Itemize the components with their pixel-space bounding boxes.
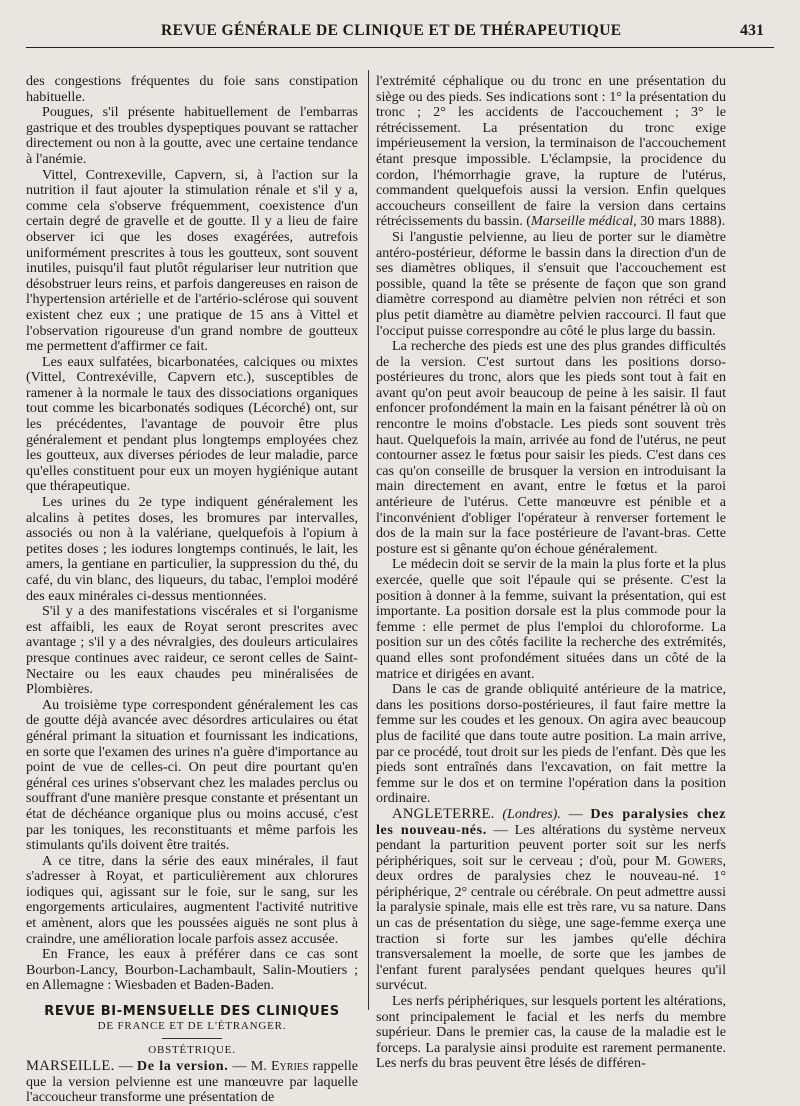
paragraph: Les nerfs périphériques, sur lesquels portent les altérations, sont principalement le facial et les nerfs du membre supérieur. Dans le premier cas, la cause de la maladie est le forceps. La paralysie ainsi produite est rarement permanente. Les nerfs du bras peuvent être lésés de différen-: [376, 993, 726, 1072]
paragraph: Pougues, s'il présente habituellement de l'embarras gastrique et des troubles dyspeptiques pouvant se rattacher directement ou non à la goutte, avec une certaine tendance à l'anémie.: [26, 104, 358, 167]
paragraph: Le médecin doit se servir de la main la plus forte et la plus exercée, quelle que soit l'épaule qui se présente. C'est la position à donner à la femme, suivant la présentation, qui est importante. La position dorsale est la plus commode pour la femme : elle permet de plus l'emploi du chloroforme. La position sur un des côtés facilite la recherche des extrémités, quand elles sont profondément situées dans un côté de la matrice et dirigées en avant.: [376, 556, 726, 682]
paragraph: Vittel, Contrexeville, Capvern, si, à l'action sur la nutrition il faut ajouter la stimulation rénale et s'il y a, comme cela s'observe fréquemment, coexistence d'un certain degré de gravelle et de goutte. Il y a lieu de faire observer ici que les doses exagérées, autrefois uniformément prescrites à tous les goutteux, sont souvent inutiles, puisqu'il faut plutôt régulariser leur nutrition que désobstruer leurs reins, et parfois dangereuses en raison de l'hypertension artérielle et de l'artério-sclérose qui souvent existent chez eux ; une pratique de 15 ans à Vittel et l'observation rigoureuse d'un grand nombre de goutteux me permettent d'affirmer ce fait.: [26, 166, 358, 355]
paragraph-text: — Les altérations du système nerveux pendant la parturition peuvent porter soit sur les nerfs périphériques, soit sur le cerveau ; d'où, pour M.: [376, 821, 726, 869]
paragraph: Au troisième type correspondent généralement les cas de goutte déjà avancée avec désordres articulaires ou état général primant la situation et fournissant les indications, en sorte que l'examen des urines n'a guère d'importance au point de vue de celles-ci. On peut dire pourtant qu'en général ces urines s'observant chez les malades perclus ou souffrant d'une manière presque constante et présentant un état de déchéance organique plus ou moins accusé, c'est par les toniques, les reconstituants et même parfois les stimulants qu'ils doivent être traités.: [26, 696, 358, 854]
running-title: REVUE GÉNÉRALE DE CLINIQUE ET DE THÉRAPEUTIQUE: [161, 22, 622, 39]
place-name: (Londres).: [502, 805, 561, 822]
citation: Marseille médical: [531, 213, 634, 230]
right-column: [376, 74, 726, 1072]
city-heading: MARSEILLE.: [26, 1058, 115, 1075]
paragraph: S'il y a des manifestations viscérales et si l'organisme est affaibli, les eaux de Royat seront prescrites avec avantage ; s'il y a des névralgies, des douleurs articulaires presque continues avec raideur, ce seront celles de Saint-Nectaire ou les eaux chaudes peu minéralisées de Plombières.: [26, 603, 358, 698]
dash: —: [114, 1058, 137, 1075]
article-title: Des paralysies chez les nouveau-nés.: [376, 805, 726, 838]
column-divider: [368, 70, 369, 1010]
article-start: [376, 807, 726, 994]
paragraph-text: l'extrémité céphalique ou du tronc en une présentation du siège ou des pieds. Ses indications sont : 1° la présentation du tronc ; 2° les accidents de l'accouchement ; 3° le rétrécissement. La présentation du tronc exige impérieusement la version, la terminaison de l'accouchement étant presque impossible. L'éclampsie, la procidence du cordon, l'hémorrhagie grave, la rupture de l'utérus, commandent quelquefois aussi la version. Enfin quelques accoucheurs conseillent de faire la version dans certains rétrécissements du bassin. (: [376, 73, 726, 230]
paragraph: En France, les eaux à préférer dans ce cas sont Bourbon-Lancy, Bourbon-Lachambault, Salin-Moutiers ; en Allemagne : Wiesbaden et Baden-Baden.: [26, 946, 358, 994]
paragraph-text: rappelle que la version pelvienne est une manœuvre par laquelle l'accoucheur transforme une présentation de: [26, 1058, 358, 1106]
dash: —: [560, 805, 591, 822]
article-start: [26, 1059, 358, 1106]
article-title: De la version.: [136, 1058, 229, 1075]
paragraph: La recherche des pieds est une des plus grandes difficultés de la version. C'est surtout dans les positions dorso-postérieures du tronc, alors que les pieds sont tout à fait en avant qu'on peut avoir beaucoup de peine à les saisir. Il faut enfoncer profondément la main en la faisant pénétrer là où on rencontre le moins d'obstacle. Les pieds sont souvent très haut. Quelquefois la main, arrivée au fond de l'utérus, ne peut contourner assez le fœtus pour saisir les pieds. C'est dans ces cas qu'on conseille de brusquer la version en introduisant la main directement en avant, entre le fœtus et la paroi antérieure de l'utérus. Cette manœuvre est pénible et a l'inconvénient d'obliger l'opérateur à renverser fortement le dos de la main sur la face postérieure de l'avant-bras. Cette posture est si gênante qu'on échoue généralement.: [376, 338, 726, 557]
author-name: Eyries: [270, 1058, 309, 1075]
section-heading: OBSTÉTRIQUE.: [148, 1044, 236, 1057]
paragraph-text: , 30 mars 1888).: [633, 213, 726, 230]
paragraph: Les urines du 2e type indiquent généralement les alcalins à petites doses, les bromures par intervalles, associés ou non à la valériane, quelquefois à l'opium à petites doses ; les iodures longtemps continués, le lait, les amers, la gentiane en particulier, la suppression du thé, du café, du vin blanc, des liqueurs, du tabac, l'emploi modéré des eaux minérales ci-dessus mentionnées.: [26, 494, 358, 604]
rubric-title: REVUE BI-MENSUELLE DES CLINIQUES: [44, 1004, 340, 1020]
paragraph: [376, 74, 726, 230]
page-number: 431: [740, 22, 764, 39]
rubric-subtitle: DE FRANCE ET DE L'ÉTRANGER.: [97, 1020, 287, 1033]
paragraph: Les eaux sulfatées, bicarbonatées, calciques ou mixtes (Vittel, Contrexéville, Capvern etc.), susceptibles de ramener à la normale le taux des dissociations organiques tout comme les bicarbonatés sodiques (Lécorché) ont, sur les précédentes, l'avantage de pouvoir être plus généralement et pendant plus longtemps employées chez les goutteux, aux diverses périodes de leur maladie, parce qu'elles constituent pour eux un moyen hygiénique autant que thérapeutique.: [26, 353, 358, 495]
header-rule: [26, 47, 774, 48]
rubric-rule: [162, 1038, 222, 1039]
paragraph: Dans le cas de grande obliquité antérieure de la matrice, dans les positions dorso-postérieures, il faut faire mettre la femme sur les coudes et les genoux. On agira avec beaucoup plus de facilité que dans toute autre position. La main arrive, par ce procédé, tout droit sur les pieds de l'enfant. Dès que les pieds sont entraînés dans l'excavation, on fait mettre la femme sur le dos et on termine l'opération dans la position ordinaire.: [376, 681, 726, 807]
paragraph: des congestions fréquentes du foie sans constipation habituelle.: [26, 73, 358, 105]
paragraph: A ce titre, dans la série des eaux minérales, il faut s'adresser à Royat, et particulièrement aux chlorures iodiques qui, agissant sur le foie, sur le sang, sur les engorgements articulaires, augmentent l'activité nutritive et amènent, alors que les poussées aiguës ne sont plus à craindre, une amélioration locale parfois assez accusée.: [26, 852, 358, 947]
left-column: [26, 74, 358, 1106]
paragraph-text: , deux ordres de paralysies chez le nouveau-né. 1° périphérique, 2° centrale ou cérébrale. On peut admettre aussi la paralysie spinale, mais elle est très rare, vu sa nature. Dans un cas de présentation du siège, une sage-femme exerça une traction si forte sur les jambes qu'elle déchira transversalement la moelle, de sorte que les jambes de l'enfant furent paralysées pendant quelques heures qu'il survécut.: [376, 852, 726, 994]
dash: — M.: [228, 1058, 271, 1075]
page-header: [26, 22, 764, 46]
city-heading: ANGLETERRE.: [392, 805, 495, 822]
paragraph: Si l'angustie pelvienne, au lieu de porter sur le diamètre antéro-postérieur, déforme le bassin dans la direction d'un de ses diamètres obliques, il s'ensuit que l'accouchement est possible, quand la tête se présente de façon que son grand diamètre correspond au diamètre pelvien non rétréci et son plus petit diamètre au diamètre pelvien raccourci. Il faut que l'occiput puisse correspondre au côté le plus large du bassin.: [376, 228, 726, 339]
author-name: Gowers: [677, 852, 723, 869]
